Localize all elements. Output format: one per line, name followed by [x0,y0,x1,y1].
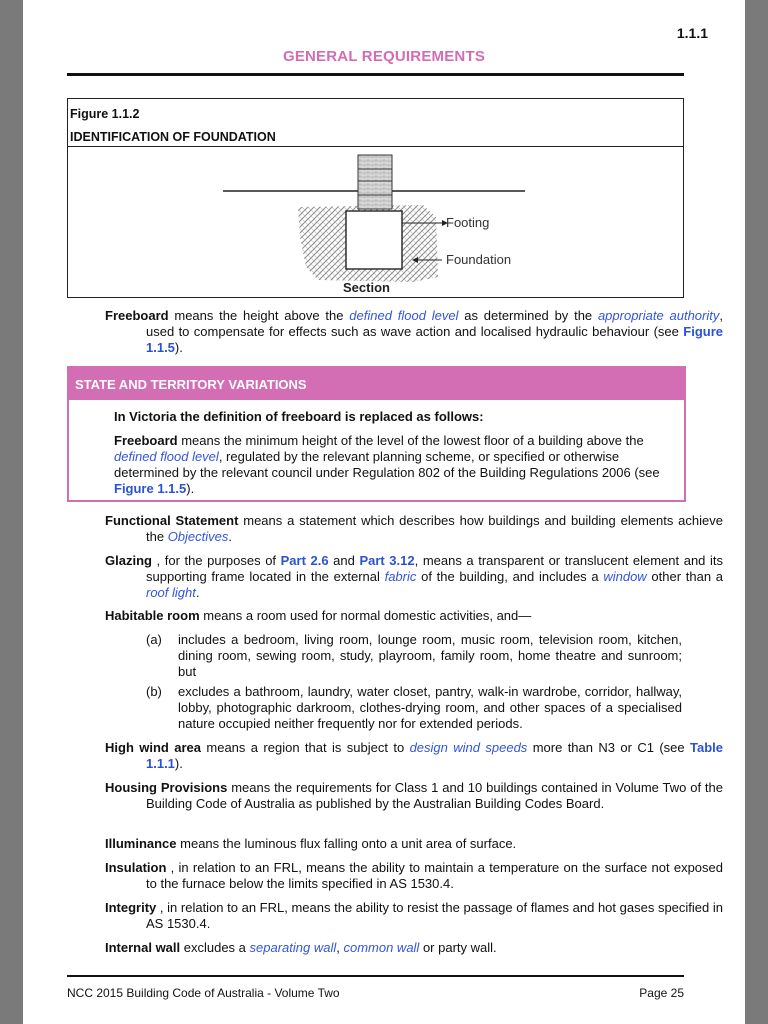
definition-habitable-room [105,608,682,624]
link-separating-wall[interactable]: separating wall [249,940,337,955]
list-marker-b: (b) [146,684,162,699]
footing-block [346,211,402,269]
footer-page-number: Page 25 [639,986,684,1000]
list-item-b: excludes a bathroom, laundry, water closet, pantry, walk-in wardrobe, corridor, hallway, lobby, photographic darkroom, clothes-drying room, and other spaces of a specialised nature occupied neither frequently nor for extended periods. [178,684,682,731]
def-text: ). [174,756,183,771]
definition-illuminance [105,836,723,852]
figure-label: Figure 1.1.2 [70,107,140,121]
ref-part-2-6[interactable]: Part 2.6 [280,553,329,568]
term-high-wind-area: High wind area [105,740,202,755]
masonry-wall [358,155,392,209]
definition-housing-provisions [105,780,723,812]
definition-functional-statement [105,513,723,545]
term-integrity: Integrity [105,900,157,915]
def-text: , in relation to an FRL, means the ability to maintain a temperature on the surface not exposed to the furnace below the limits specified in AS 1530.4. [146,860,723,891]
def-text: or party wall. [419,940,497,955]
term-housing-provisions: Housing Provisions [105,780,228,795]
term-habitable-room: Habitable room [105,608,200,623]
def-text: means a room used for normal domestic activities, and— [199,608,532,623]
term-insulation: Insulation [105,860,167,875]
list-marker-a: (a) [146,632,162,647]
footer-divider [67,975,684,977]
ref-figure-1-1-5[interactable]: Figure 1.1.5 [146,324,723,355]
def-text: , for the purposes of [151,553,281,568]
def-text: and [328,553,360,568]
term-functional-statement: Functional Statement [105,513,239,528]
def-text: means the luminous flux falling onto a unit area of surface. [176,836,517,851]
link-window[interactable]: window [603,569,647,584]
def-text: of the building, and includes a [416,569,604,584]
variation-freeboard [114,433,664,497]
def-text: means a region that is subject to [201,740,410,755]
state-variations-box [67,366,686,502]
def-text: ). [174,340,183,355]
figure-box [67,98,684,298]
page-title: GENERAL REQUIREMENTS [282,48,486,65]
footer-document-title: NCC 2015 Building Code of Australia - Volume Two [67,986,340,1000]
link-appropriate-authority[interactable]: appropriate authority [597,308,720,323]
link-objectives[interactable]: Objectives [167,529,229,544]
def-text: other than a [646,569,723,584]
definition-high-wind-area [105,740,723,772]
term-internal-wall: Internal wall [105,940,181,955]
def-text: means the minimum height of the level of the lowest floor of a building above the [177,433,644,448]
def-text: means a statement which describes how buildings and building elements achieve the [146,513,723,544]
foundation-label: Foundation [446,252,512,267]
foundation-diagram [68,147,683,297]
link-defined-flood-level[interactable]: defined flood level [114,449,219,464]
def-text: , regulated by the relevant planning scheme, or specified or otherwise determined by the relevant council under Regulation 802 of the Building Regulations 2006 (see [114,449,660,480]
link-fabric[interactable]: fabric [384,569,417,584]
header-divider [67,73,684,76]
ref-table-1-1-1[interactable]: Table 1.1.1 [146,740,723,771]
link-defined-flood-level[interactable]: defined flood level [349,308,459,323]
def-text: , used to compensate for effects such as wave action and localised hydraulic behaviour (see [146,308,723,339]
document-page [23,0,745,1024]
def-text: means the height above the [168,308,350,323]
variations-heading: STATE AND TERRITORY VARIATIONS [69,368,684,400]
figure-title: IDENTIFICATION OF FOUNDATION [70,130,276,144]
definition-integrity [105,900,723,932]
link-design-wind-speeds[interactable]: design wind speeds [409,740,528,755]
def-text: means the requirements for Class 1 and 10 buildings contained in Volume Two of the Building Code of Australia as published by the Australian Building Codes Board. [146,780,723,811]
link-common-wall[interactable]: common wall [343,940,420,955]
definition-internal-wall [105,940,723,956]
variations-intro: In Victoria the definition of freeboard is replaced as follows: [114,409,484,424]
def-text: , means a transparent or translucent element and its supporting frame located in the external [146,553,723,584]
def-text: ). [186,481,195,496]
link-roof-light[interactable]: roof light [146,585,196,600]
def-text: , in relation to an FRL, means the ability to resist the passage of flames and hot gases specified in AS 1530.4. [146,900,723,931]
section-number: 1.1.1 [676,25,708,41]
section-label: Section [343,280,390,295]
def-text: . [228,529,233,544]
footing-label: Footing [446,215,490,230]
term-freeboard: Freeboard [105,308,169,323]
ref-part-3-12[interactable]: Part 3.12 [359,553,415,568]
list-item-a: includes a bedroom, living room, lounge room, music room, television room, kitchen, dining room, sewing room, study, playroom, family room, home theatre and sunroom; but [178,632,682,679]
term-glazing: Glazing [105,553,152,568]
definition-insulation [105,860,723,892]
term-freeboard-vic: Freeboard [114,433,178,448]
term-illuminance: Illuminance [105,836,177,851]
def-text: , [336,940,344,955]
definition-freeboard [105,308,723,356]
ref-figure-1-1-5[interactable]: Figure 1.1.5 [114,481,187,496]
def-text: excludes a [180,940,250,955]
def-text: . [195,585,200,600]
def-text: as determined by the [458,308,598,323]
definition-glazing [105,553,723,601]
def-text: more than N3 or C1 (see [527,740,690,755]
